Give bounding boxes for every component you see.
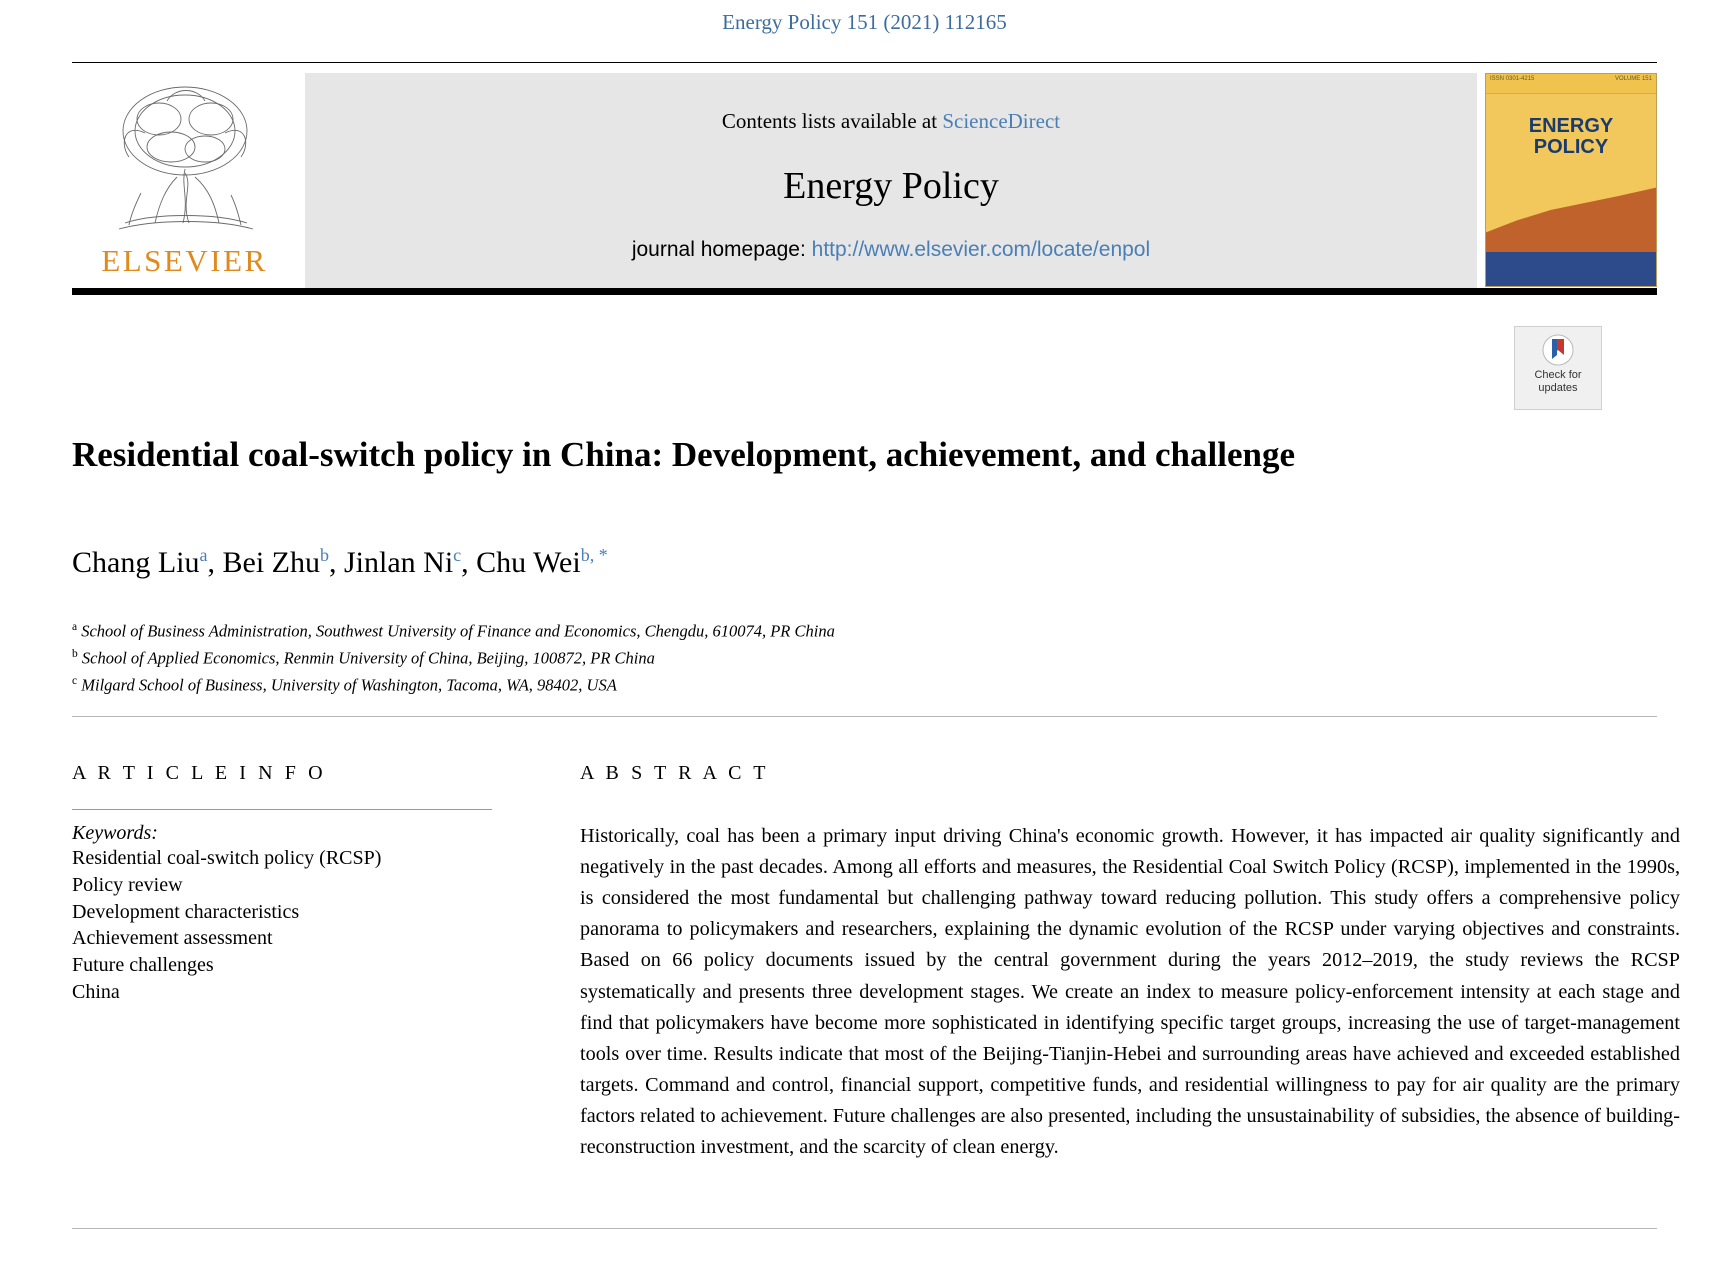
author-item[interactable] xyxy=(223,546,330,579)
cover-title-line1: ENERGY xyxy=(1528,115,1614,137)
cover-volume: VOLUME 151 xyxy=(1614,76,1652,82)
homepage-line xyxy=(632,238,1150,262)
author-affil-mark[interactable]: b xyxy=(320,545,329,565)
journal-title: Energy Policy xyxy=(783,165,999,207)
keyword-item[interactable]: Residential coal-switch policy (RCSP) xyxy=(72,847,382,869)
divider-below-abstract xyxy=(72,1228,1657,1229)
author-affil-mark[interactable]: a xyxy=(199,545,208,565)
affiliation-mark: a xyxy=(72,621,78,633)
author-affil-mark[interactable]: c xyxy=(453,545,462,565)
elsevier-tree-icon xyxy=(85,73,285,241)
author-separator: , xyxy=(329,546,344,579)
abstract-text: Historically, coal has been a primary input driving China's economic growth. However, it has impacted air quality significantly and negatively in the past decades. Among all efforts and measures, the Residential Coal Switch Policy (RCSP), implemented in the 1990s, is considered the most fundamental but challenging pathway toward reducing pollution. This study offers a comprehensive policy panorama to policymakers and researchers, explaining the dynamic evolution of the RCSP under varying objectives and constraints. Based on 66 policy documents issued by the central government during the years 2012–2019, the study reviews the RCSP systematically and presents three development stages. We create an index to measure policy-enforcement intensity at each stage and find that policymakers have become more sophisticated in identifying specific target groups, increasing the use of target-management tools over time. Results indicate that most of the Beijing-Tianjin-Hebei and surrounding areas have achieved and exceeded established targets. Command and control, financial support, competitive funds, and residential willingness to pay for air quality are the primary factors related to achievement. Future challenges are also presented, including the unsustainability of subsidies, the absence of building-reconstruction investment, and the scarcity of clean energy. xyxy=(580,825,1680,1159)
crossmark-line1: Check for xyxy=(1534,369,1582,381)
cover-base-band xyxy=(1486,252,1656,286)
affiliation-item xyxy=(72,672,1372,699)
affiliation-text: School of Applied Economics, Renmin University of China, Beijing, 100872, PR China xyxy=(81,648,655,668)
keyword-item[interactable]: Achievement assessment xyxy=(72,927,273,950)
author-separator: , xyxy=(207,546,223,579)
author-name: Chu Wei xyxy=(476,546,581,579)
elsevier-wordmark: ELSEVIER xyxy=(101,243,268,278)
masthead-bottom-rule xyxy=(72,288,1657,295)
affiliation-mark: b xyxy=(72,648,78,661)
author-name: Jinlan Ni xyxy=(344,546,454,579)
affiliation-text: Milgard School of Business, University of Washington, Tacoma, WA, 98402, USA xyxy=(81,675,617,695)
affiliation-mark: c xyxy=(72,675,78,688)
journal-masthead xyxy=(72,62,1657,288)
article-info-column xyxy=(72,762,492,1006)
author-name: Chang Liu xyxy=(72,546,200,579)
abstract-heading: A B S T R A C T xyxy=(580,762,770,784)
keyword-item[interactable]: Policy review xyxy=(72,873,183,896)
cover-top-bar xyxy=(1486,74,1656,94)
elsevier-logo xyxy=(72,73,297,288)
author-item[interactable] xyxy=(72,546,208,579)
keyword-item[interactable]: China xyxy=(72,980,120,1003)
journal-band xyxy=(305,73,1477,288)
sciencedirect-link[interactable]: ScienceDirect xyxy=(942,109,1061,133)
crossmark-label xyxy=(1534,369,1581,394)
cover-hill-graphic xyxy=(1486,182,1656,252)
author-name: Bei Zhu xyxy=(222,546,320,579)
journal-homepage-link[interactable]: http://www.elsevier.com/locate/enpol xyxy=(811,238,1151,261)
divider-above-article-info xyxy=(72,716,1657,717)
running-head: Energy Policy 151 (2021) 112165 xyxy=(722,10,1007,34)
author-separator: , xyxy=(461,546,477,579)
keywords-divider xyxy=(72,809,492,810)
author-affil-mark[interactable]: b, * xyxy=(580,545,608,565)
contents-line xyxy=(722,109,1060,134)
crossmark-icon xyxy=(1541,333,1575,367)
affiliation-text: School of Business Administration, Southwest University of Finance and Economics, Chengdu, 610074, PR China xyxy=(81,621,835,641)
affiliation-item xyxy=(72,645,1372,672)
abstract-column xyxy=(580,762,1680,1163)
affiliation-item xyxy=(72,618,1372,645)
author-item[interactable] xyxy=(476,546,608,579)
article-info-heading: A R T I C L E I N F O xyxy=(72,762,327,784)
cover-issn: ISSN 0301-4215 xyxy=(1490,76,1535,82)
journal-cover-thumbnail xyxy=(1485,73,1657,287)
homepage-label: journal homepage: xyxy=(631,238,806,261)
cover-title-line2: POLICY xyxy=(1533,136,1609,158)
affiliation-list xyxy=(72,618,1372,700)
crossmark-badge[interactable] xyxy=(1514,326,1602,410)
contents-prefix: Contents lists available at xyxy=(721,109,938,133)
keywords-list xyxy=(72,845,492,1006)
keyword-item[interactable]: Development characteristics xyxy=(72,900,300,923)
author-list xyxy=(72,545,1372,580)
keywords-label: Keywords: xyxy=(72,822,158,844)
crossmark-line2: updates xyxy=(1538,381,1578,394)
cover-title xyxy=(1486,116,1656,158)
author-item[interactable] xyxy=(344,546,461,579)
page-title: Residential coal-switch policy in China: Development, achievement, and challenge xyxy=(72,435,1296,475)
keyword-item[interactable]: Future challenges xyxy=(72,954,214,977)
